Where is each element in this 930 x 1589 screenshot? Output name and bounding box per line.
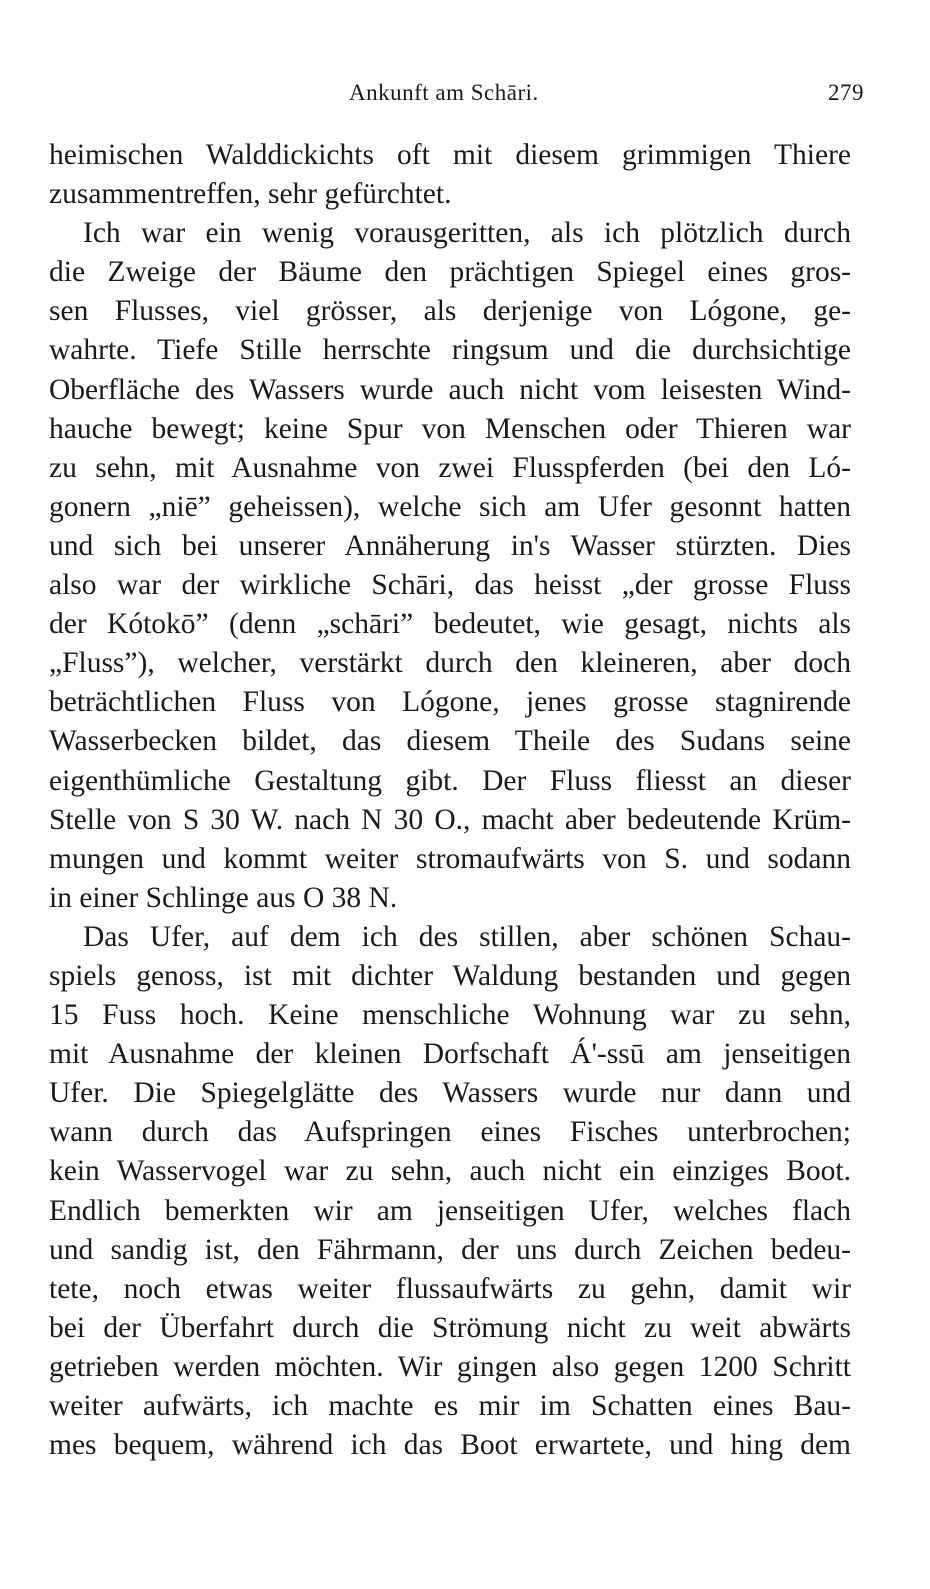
text-line: also war der wirkliche Schāri, das heisst „der grosse Fluss [49, 569, 851, 602]
running-header [49, 76, 864, 112]
text-line: und sandig ist, den Fährmann, der uns durch Zeichen bedeu- [49, 1233, 851, 1266]
text-line: tete, noch etwas weiter flussaufwärts zu gehn, damit wir [49, 1272, 851, 1305]
text-line: weiter aufwärts, ich machte es mir im Schatten eines Bau- [49, 1390, 851, 1422]
text-line: hauche bewegt; keine Spur von Menschen oder Thieren war [49, 412, 851, 445]
text-line: beträchtlichen Fluss von Lógone, jenes grosse stagnirende [49, 686, 851, 719]
text-line: Oberfläche des Wassers wurde auch nicht vom leisesten Wind- [49, 373, 851, 406]
text-line: wann durch das Aufspringen eines Fisches unterbrochen; [49, 1116, 851, 1149]
paragraph-first-line: Das Ufer, auf dem ich des stillen, aber schönen Schau- [83, 920, 851, 953]
paragraph-first-line: Ich war ein wenig vorausgeritten, als ich plötzlich durch [83, 217, 851, 250]
body-text [49, 136, 851, 1465]
text-line: 15 Fuss hoch. Keine menschliche Wohnung war zu sehn, [49, 999, 851, 1032]
text-line: gonern „niē” geheissen), welche sich am Ufer gesonnt hatten [49, 490, 851, 523]
page-number: 279 [828, 80, 864, 105]
text-line: heimischen Walddickichts oft mit diesem grimmigen Thiere [49, 139, 851, 171]
running-title: Ankunft am Schāri. [349, 80, 539, 105]
text-line: sen Flusses, viel grösser, als derjenige von Lógone, ge- [49, 295, 851, 328]
text-line: und sich bei unserer Annäherung in's Wasser stürzten. Dies [49, 529, 851, 562]
text-line: mes bequem, während ich das Boot erwartete, und hing dem [49, 1429, 851, 1462]
text-line: die Zweige der Bäume den prächtigen Spiegel eines gros- [49, 256, 851, 289]
text-line: kein Wasservogel war zu sehn, auch nicht ein einziges Boot. [49, 1155, 851, 1188]
text-line: Stelle von S 30 W. nach N 30 O., macht aber bedeutende Krüm- [49, 803, 851, 836]
text-line: Ufer. Die Spiegelglätte des Wassers wurde nur dann und [49, 1077, 851, 1110]
text-line: mungen und kommt weiter stromaufwärts von S. und sodann [49, 842, 851, 875]
text-line: mit Ausnahme der kleinen Dorfschaft Á'-ssū am jenseitigen [49, 1038, 851, 1071]
text-line: „Fluss”), welcher, verstärkt durch den kleineren, aber doch [49, 647, 851, 680]
text-line: getrieben werden möchten. Wir gingen also gegen 1200 Schritt [49, 1350, 851, 1383]
text-line: zusammentreffen, sehr gefürchtet. [49, 178, 452, 211]
text-line: zu sehn, mit Ausnahme von zwei Flusspferden (bei den Ló- [49, 451, 851, 484]
text-line: spiels genoss, ist mit dichter Waldung bestanden und gegen [49, 959, 851, 992]
text-line: der Kótokō” (denn „schāri” bedeutet, wie gesagt, nichts als [49, 608, 851, 641]
text-line: in einer Schlinge aus O 38 N. [49, 881, 398, 914]
text-line: eigenthümliche Gestaltung gibt. Der Fluss fliesst an dieser [49, 764, 851, 797]
text-line: bei der Überfahrt durch die Strömung nicht zu weit abwärts [49, 1311, 851, 1344]
text-line: Wasserbecken bildet, das diesem Theile des Sudans seine [49, 725, 851, 758]
text-line: wahrte. Tiefe Stille herrschte ringsum und die durchsichtige [49, 334, 851, 367]
text-line: Endlich bemerkten wir am jenseitigen Ufer, welches flach [49, 1194, 851, 1227]
